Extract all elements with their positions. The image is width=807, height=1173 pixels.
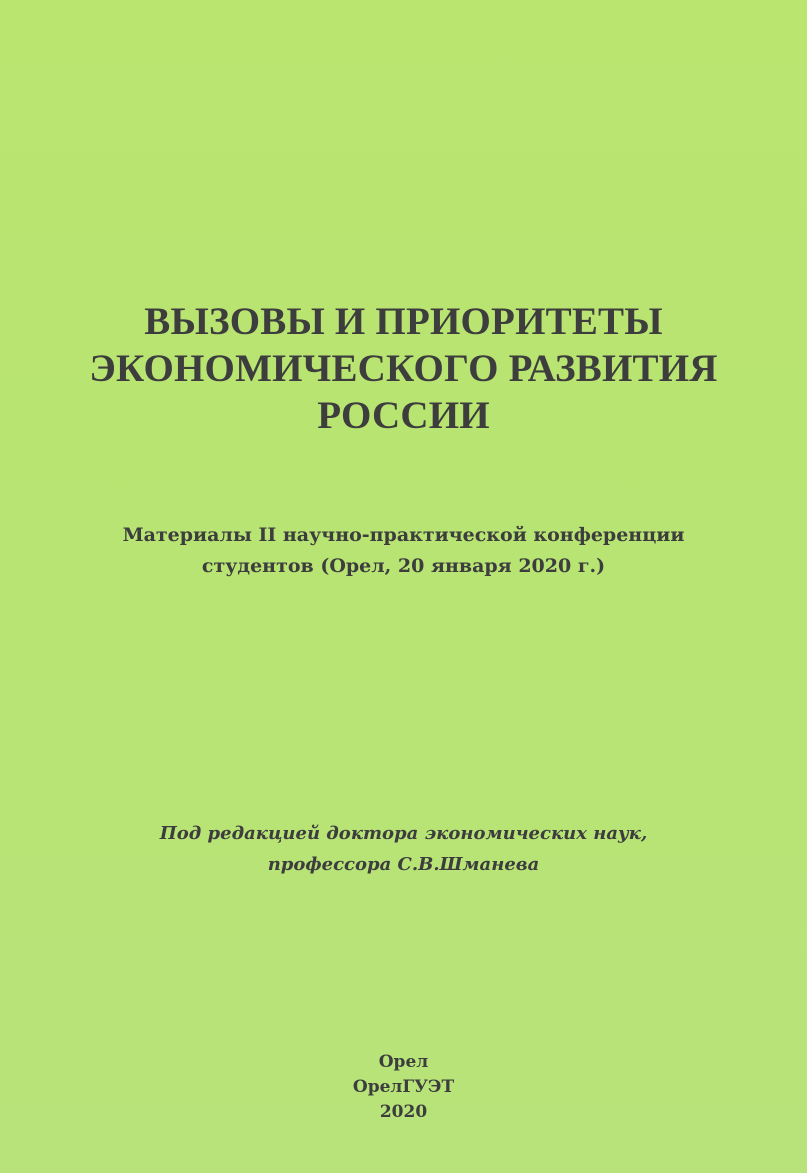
editor-line-1: Под редакцией доктора экономических наук, (159, 823, 648, 844)
imprint-city: Орел (378, 1052, 429, 1072)
editor-line-2: профессора С.В.Шманева (267, 854, 540, 875)
imprint-year: 2020 (379, 1102, 428, 1122)
subtitle-line-2: студентов (Орел, 20 января 2020 г.) (201, 555, 606, 577)
book-subtitle (0, 520, 807, 582)
imprint-publisher: ОрелГУЭТ (352, 1077, 455, 1097)
title-line-2: ЭКОНОМИЧЕСКОГО РАЗВИТИЯ (89, 347, 718, 390)
subtitle-line-1: Материалы II научно-практической конференции (122, 524, 685, 546)
book-title (0, 298, 807, 439)
title-line-1: ВЫЗОВЫ И ПРИОРИТЕТЫ (144, 300, 663, 343)
title-line-3: РОССИИ (317, 394, 490, 437)
imprint (0, 1050, 807, 1125)
editor-credit (0, 818, 807, 880)
